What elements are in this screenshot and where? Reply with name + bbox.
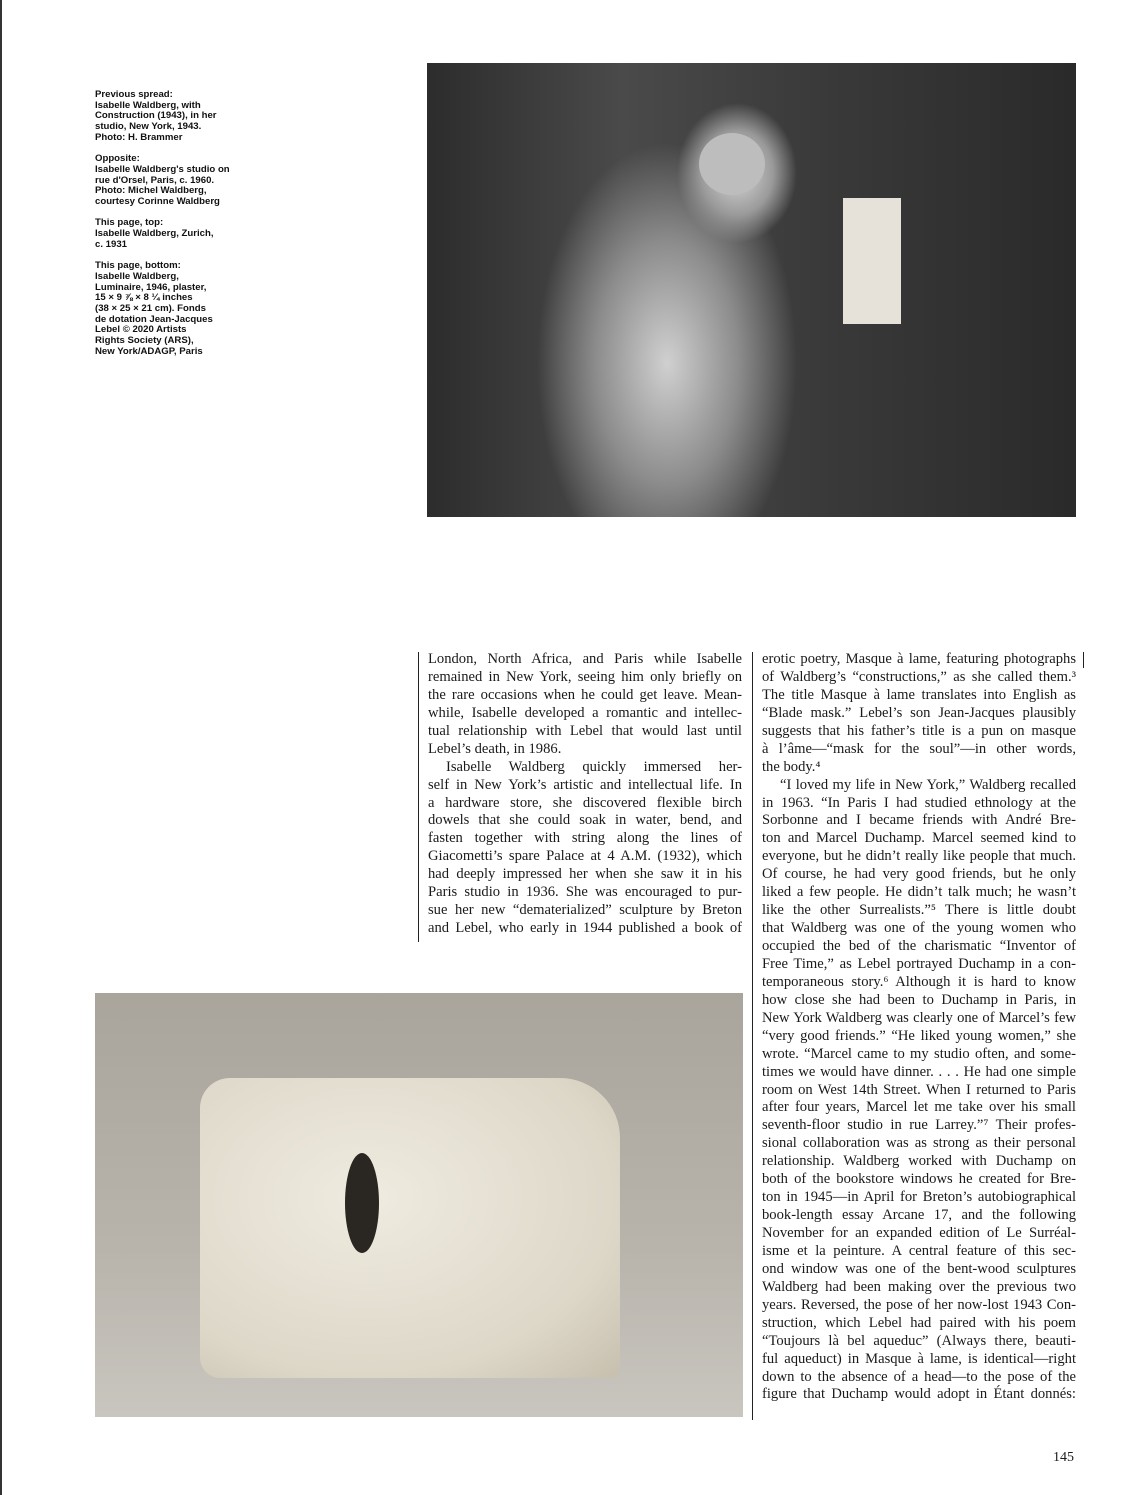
text-line: temporaneous story.⁶ Although it is hard to know — [762, 973, 1076, 990]
text-line: Paris studio in 1936. She was encouraged to pur- — [428, 884, 742, 901]
caption-block — [95, 218, 255, 250]
text-line: down to the absence of a head—to the pose of the — [762, 1368, 1076, 1385]
text-line: times we would have dinner. . . . He had one simple — [762, 1063, 1076, 1080]
text-line: occupied the bed of the charismatic “Inventor of — [762, 938, 1076, 954]
caption-block — [95, 261, 255, 357]
body-text-column-1 — [428, 651, 742, 938]
caption-line: This page, bottom: — [95, 260, 181, 272]
caption-line: Previous spread: — [95, 89, 173, 100]
caption-line: Isabelle Waldberg's studio on — [95, 163, 230, 175]
photo-captions — [95, 90, 255, 368]
text-line: struction, which Lebel had paired with his poem — [762, 1314, 1076, 1331]
text-line: both of the bookstore windows he created for Bre- — [762, 1171, 1076, 1188]
text-line: ton in 1945—in April for Breton’s autobiographical — [762, 1189, 1076, 1206]
text-line: Sorbonne and I became friends with André Bre- — [762, 812, 1076, 829]
page-edge-line — [0, 0, 2, 1495]
caption-line: de dotation Jean-Jacques — [95, 313, 213, 325]
caption-line: New York/ADAGP, Paris — [95, 345, 203, 357]
caption-line: Rights Society (ARS), — [95, 335, 194, 347]
text-line: New York Waldberg was clearly one of Marcel’s few — [762, 1009, 1076, 1026]
text-line: isme et la peinture. A central feature of this sec- — [762, 1242, 1076, 1259]
text-line: “Toujours là bel aqueduc” (Always there, beauti- — [762, 1332, 1076, 1349]
caption-block — [95, 90, 255, 144]
text-line: had deeply impressed her when she saw it in his — [428, 866, 742, 883]
text-line: dowels that she could soak in water, bend, and — [428, 812, 742, 829]
text-line: self in New York’s artistic and intellectual life. In — [428, 776, 742, 793]
text-line: sional collaboration was as strong as their personal — [762, 1135, 1076, 1152]
text-line: wrote. “Marcel came to my studio often, and some- — [762, 1045, 1076, 1062]
text-line: Free Time,” as Lebel portrayed Duchamp in a con- — [762, 955, 1076, 972]
caption-line: Isabelle Waldberg, Zurich, — [95, 228, 214, 240]
caption-block — [95, 154, 255, 208]
text-line: “very good friends.” “He liked young women,” she — [762, 1027, 1076, 1044]
text-line: November for an expanded edition of Le Surréal- — [762, 1225, 1076, 1241]
caption-line: Luminaire, 1946, plaster, — [95, 281, 207, 293]
text-line: liked a few people. He didn’t talk much; he wasn’t — [762, 884, 1076, 901]
caption-line: Photo: H. Brammer — [95, 131, 183, 143]
text-line: relationship. Waldberg worked with Duchamp on — [762, 1153, 1076, 1170]
caption-line: Opposite: — [95, 153, 140, 165]
text-line: suggests that his father’s title is a pun on masque — [762, 722, 1076, 739]
text-line: of Waldberg’s “constructions,” as she called them.³ — [762, 668, 1076, 685]
column-rule-right — [1083, 652, 1084, 668]
text-line: tual relationship with Lebel that would last until — [428, 722, 742, 739]
sculpture-opening — [345, 1153, 379, 1253]
plaster-sculpture — [200, 1078, 620, 1378]
text-line: after four years, Marcel let me take over his small — [762, 1099, 1076, 1116]
photo-luminaire-sculpture — [95, 993, 743, 1417]
text-line: in 1963. “In Paris I had studied ethnology at the — [762, 794, 1076, 811]
text-line: the rare occasions when he could get leave. Mean- — [428, 686, 742, 703]
text-line: ond window was one of the bent-wood sculptures — [762, 1260, 1076, 1277]
caption-line: Construction (1943), in her — [95, 110, 217, 122]
text-line: a hardware store, she discovered flexible birch — [428, 794, 742, 811]
column-rule-left — [418, 652, 419, 942]
text-line: erotic poetry, Masque à lame, featuring photographs — [762, 651, 1076, 667]
caption-line: This page, top: — [95, 217, 164, 229]
caption-line: (38 × 25 × 21 cm). Fonds — [95, 303, 206, 315]
body-text-column-2 — [762, 651, 1076, 1404]
text-line: London, North Africa, and Paris while Isabelle — [428, 651, 742, 667]
text-line: Giacometti’s spare Palace at 4 A.M. (1932), which — [428, 848, 742, 865]
caption-line: Lebel © 2020 Artists — [95, 324, 187, 336]
text-line: sue her new “dematerialized” sculpture by Breton — [428, 902, 742, 919]
text-line: years. Reversed, the pose of her now-lost 1943 Con- — [762, 1296, 1076, 1313]
caption-line: Isabelle Waldberg, — [95, 270, 179, 282]
text-line: ton and Marcel Duchamp. Marcel seemed kind to — [762, 830, 1076, 847]
text-line: remained in New York, seeing him only briefly on — [428, 668, 742, 685]
caption-line: Photo: Michel Waldberg, — [95, 185, 207, 197]
caption-line: rue d'Orsel, Paris, c. 1960. — [95, 174, 215, 186]
text-line: and Lebel, who early in 1944 published a book of — [428, 920, 742, 937]
wall-drawing — [843, 198, 901, 324]
text-line: like the other Surrealists.”⁵ There is little doubt — [762, 902, 1076, 919]
text-line: the body.⁴ — [762, 758, 821, 775]
page-number: 145 — [1053, 1450, 1074, 1465]
text-line: Of course, he had very good friends, but he only — [762, 866, 1076, 883]
caption-line: c. 1931 — [95, 238, 128, 250]
text-line: The title Masque à lame translates into English as — [762, 686, 1076, 703]
column-rule-middle — [752, 652, 753, 1420]
text-line: ful aqueduct) in Masque à lame, is identical—right — [762, 1350, 1076, 1367]
text-line: “Blade mask.” Lebel’s son Jean-Jacques plausibly — [762, 704, 1076, 721]
photo-isabelle-waldberg-zurich — [427, 63, 1076, 517]
text-line: seventh-floor studio in rue Larrey.”⁷ Their profes- — [762, 1117, 1076, 1134]
text-line: Lebel’s death, in 1986. — [428, 740, 562, 757]
caption-line: Isabelle Waldberg, with — [95, 99, 201, 111]
text-line: room on West 14th Street. When I returned to Paris — [762, 1081, 1076, 1098]
text-line: Isabelle Waldberg quickly immersed her- — [446, 758, 742, 775]
text-line: Waldberg had been making over the previous two — [762, 1278, 1076, 1295]
text-line: à l’âme—“mask for the soul”—in other words, — [762, 740, 1076, 757]
hat-shape — [699, 133, 765, 195]
text-line: while, Isabelle developed a romantic and intellec- — [428, 704, 742, 721]
text-line: “I loved my life in New York,” Waldberg recalled — [780, 776, 1076, 793]
caption-line: 15 × 9 ⅞ × 8 ¼ inches — [95, 292, 193, 304]
text-line: fasten together with string along the lines of — [428, 830, 742, 847]
caption-line: studio, New York, 1943. — [95, 121, 202, 133]
text-line: book-length essay Arcane 17, and the following — [762, 1207, 1076, 1224]
text-line: figure that Duchamp would adopt in Étant donnés: — [762, 1386, 1076, 1403]
caption-line: courtesy Corinne Waldberg — [95, 196, 220, 208]
text-line: how close she had been to Duchamp in Paris, in — [762, 991, 1076, 1008]
text-line: that Waldberg was one of the young women who — [762, 920, 1076, 937]
text-line: everyone, but he didn’t really like people that much. — [762, 848, 1076, 865]
